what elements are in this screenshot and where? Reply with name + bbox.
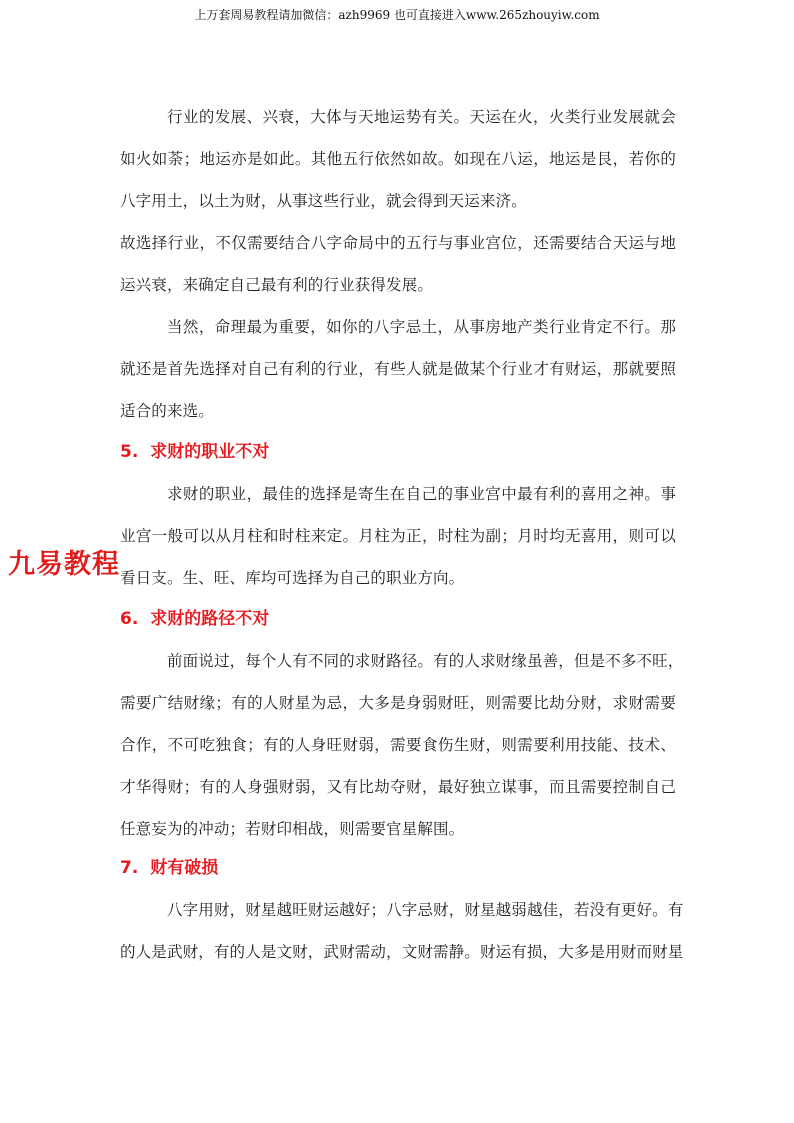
section-title: 财有破损 (150, 858, 219, 878)
paragraph-line: 故选择行业，不仅需要结合八字命局中的五行与事业宫位，还需要结合天运与地 (120, 234, 676, 252)
paragraph-line: 的人是武财，有的人是文财，武财需动，文财需静。财运有损，大多是用财而财星 (120, 943, 684, 961)
paragraph-line: 行业的发展、兴衰，大体与天地运势有关。天运在火，火类行业发展就会 (167, 108, 676, 126)
watermark-logo-text: 九易教程 (8, 549, 120, 580)
paragraph-line: 就还是首先选择对自己有利的行业，有些人就是做某个行业才有财运，那就要照 (120, 360, 676, 378)
paragraph-line: 业宫一般可以从月柱和时柱来定。月柱为正，时柱为副；月时均无喜用，则可以 (120, 527, 676, 545)
paragraph-line: 才华得财；有的人身强财弱，又有比劫夺财，最好独立谋事，而且需要控制自己 (120, 778, 676, 796)
section-title: 求财的路径不对 (150, 609, 270, 629)
section-number: 6. (120, 609, 139, 629)
section-heading-5 (120, 431, 269, 473)
paragraph-line: 八字用土，以土为财，从事这些行业，就会得到天运来济。 (120, 192, 527, 210)
paragraph-line: 看日支。生、旺、库均可选择为自己的职业方向。 (120, 569, 465, 587)
section-heading-6 (120, 598, 269, 640)
paragraph-line: 任意妄为的冲动；若财印相战，则需要官星解围。 (120, 820, 465, 838)
page-header-text: 上万套周易教程请加微信：azh9969 也可直接进入www.265zhouyiw.com (194, 8, 600, 22)
paragraph-line: 需要广结财缘；有的人财星为忌，大多是身弱财旺，则需要比劫分财，求财需要 (120, 694, 676, 712)
section-number: 7. (120, 858, 139, 878)
section-title: 求财的职业不对 (150, 442, 270, 462)
paragraph-line: 运兴衰，来确定自己最有利的行业获得发展。 (120, 276, 434, 294)
paragraph-line: 合作，不可吃独食；有的人身旺财弱，需要食伤生财，则需要利用技能、技术、 (120, 736, 676, 754)
paragraph-line: 当然，命理最为重要，如你的八字忌土，从事房地产类行业肯定不行。那 (167, 318, 676, 336)
paragraph-line: 如火如荼；地运亦是如此。其他五行依然如故。如现在八运，地运是艮，若你的 (120, 150, 676, 168)
paragraph-line: 适合的来选。 (120, 402, 214, 420)
paragraph-line: 八字用财，财星越旺财运越好；八字忌财，财星越弱越佳，若没有更好。有 (167, 901, 684, 919)
paragraph-line: 前面说过，每个人有不同的求财路径。有的人求财缘虽善，但是不多不旺， (167, 652, 684, 670)
section-number: 5. (120, 442, 139, 462)
paragraph-line: 求财的职业，最佳的选择是寄生在自己的事业宫中最有利的喜用之神。事 (167, 485, 676, 503)
section-heading-7 (120, 847, 218, 889)
